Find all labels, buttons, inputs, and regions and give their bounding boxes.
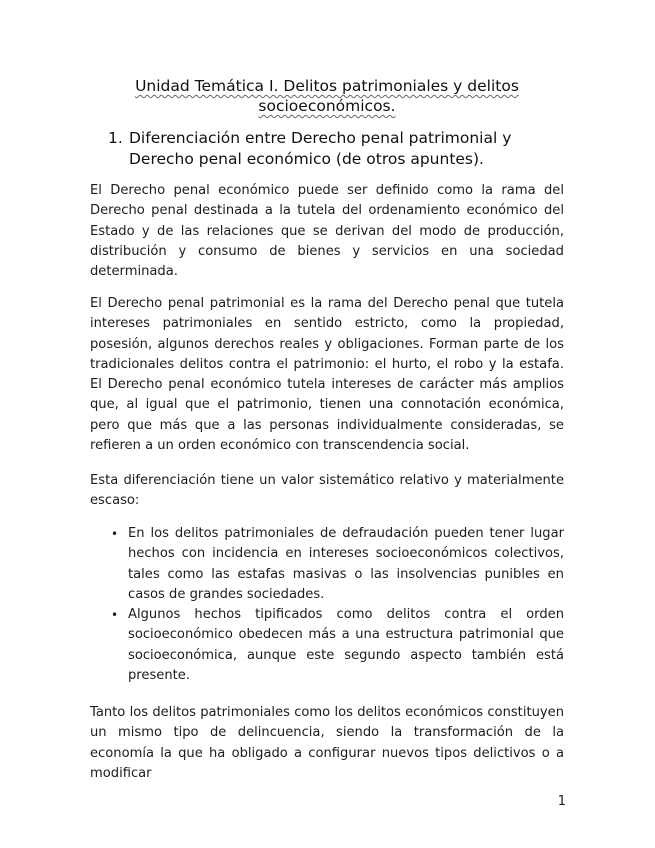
section-heading-text: Diferenciación entre Derecho penal patrimonial y Derecho penal económico (de otros apuntes). <box>129 129 512 168</box>
bullet-list <box>90 524 564 686</box>
page-number: 1 <box>557 794 566 809</box>
paragraph-delincuencia: Tanto los delitos patrimoniales como los delitos económicos constituyen un mismo tipo de delincuencia, siendo la transformación de la economía la que ha obligado a configurar nuevos tipos delictivos o a modificar <box>90 705 564 781</box>
bullet-icon: • <box>111 527 119 541</box>
list-item <box>90 524 564 605</box>
section-heading <box>108 128 568 170</box>
section-number: 1. <box>108 129 123 147</box>
bullet-icon: • <box>111 608 119 623</box>
title-line-2: socioeconómicos. <box>258 97 396 115</box>
paragraph-diferenciacion: Esta diferenciación tiene un valor sistemático relativo y materialmente escaso: <box>90 473 564 509</box>
title-line-1: Unidad Temática I. Delitos patrimoniales y delitos <box>135 77 519 95</box>
paragraph-derecho-penal-economico: El Derecho penal económico puede ser definido como la rama del Derecho penal destinada a la tutela del ordenamiento económico del Estado y de las relaciones que se derivan del modo de producción, distribución y consumo de bienes y servicios en una sociedad determinada. <box>90 183 564 280</box>
list-item <box>90 605 564 686</box>
list-item-text: Algunos hechos tipificados como delitos contra el orden socioeconómico obedecen más a una estructura patrimonial que socioeconómica, aunque este segundo aspecto también está presente. <box>128 607 564 684</box>
paragraph-derecho-penal-patrimonial: El Derecho penal patrimonial es la rama del Derecho penal que tutela intereses patrimoniales en sentido estricto, como la propiedad, posesión, algunos derechos reales y obligaciones. Forman parte de los tradicionales delitos contra el patrimonio: el hurto, el robo y la estafa. El Derecho penal económico tutela intereses de carácter más amplios que, al igual que el patrimonio, tienen una connotación económica, pero que más que a las personas individualmente consideradas, se refieren a un orden económico con transcendencia social. <box>90 296 564 454</box>
list-item-text: En los delitos patrimoniales de defraudación pueden tener lugar hechos con incidencia en intereses socioeconómicos colectivos, tales como las estafas masivas o las insolvencias punibles en casos de grandes sociedades. <box>128 526 564 602</box>
document-title <box>90 76 564 116</box>
